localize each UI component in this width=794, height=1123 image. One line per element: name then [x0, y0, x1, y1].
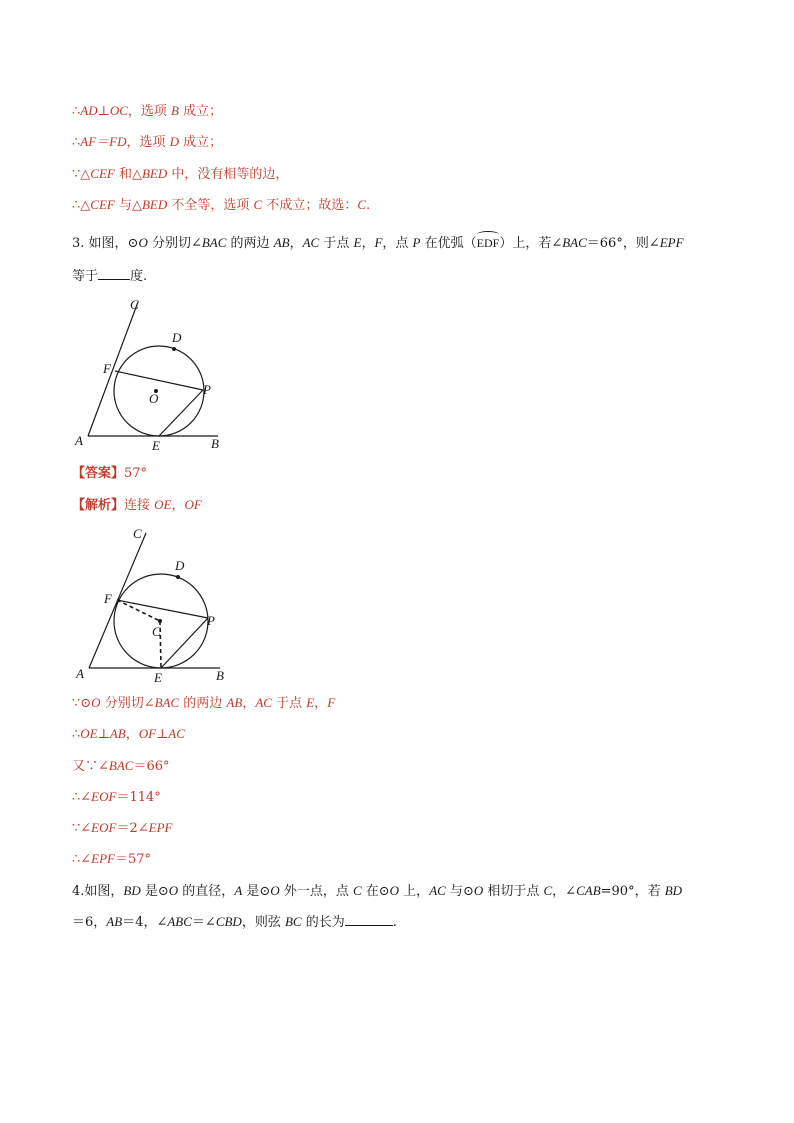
text: ＝4，∠ — [122, 915, 168, 930]
math-var: O — [270, 883, 280, 898]
step-3 — [72, 757, 170, 776]
text: ， — [242, 696, 256, 711]
math-var: BAC — [562, 235, 587, 250]
text: 成立； — [179, 104, 223, 119]
math-var: O — [168, 883, 179, 898]
math-expr: AD⊥OC — [80, 103, 128, 118]
label-a: A — [75, 433, 83, 448]
text: ，选项 — [126, 135, 170, 150]
text: ∴ — [72, 727, 81, 742]
math-var: EPF — [91, 851, 115, 866]
text: 中，没有相等的边， — [167, 167, 289, 182]
option-letter: D — [169, 134, 180, 149]
label-d: D — [172, 330, 182, 345]
option-letter: C — [253, 197, 263, 212]
math-var: BC — [284, 914, 302, 929]
label-c: C — [133, 526, 142, 541]
point-d — [176, 575, 180, 579]
point-d — [172, 347, 176, 351]
label-o: C — [152, 624, 161, 639]
text: ＝2∠ — [116, 821, 149, 836]
math-var: BAC — [108, 758, 134, 773]
text: ∴∠ — [72, 852, 92, 867]
answer-line — [72, 465, 147, 483]
text: 度. — [130, 269, 148, 284]
text: 与⊙ — [445, 884, 474, 899]
analysis-line — [72, 496, 202, 515]
text: 成立； — [179, 135, 223, 150]
chord-ep — [159, 390, 203, 436]
text: ）上，若∠ — [499, 236, 563, 251]
option-letter: C — [357, 197, 367, 212]
q4-line-1 — [72, 882, 682, 901]
math-var: AC — [429, 883, 446, 898]
answer-blank — [98, 267, 130, 280]
text: 的两边 — [179, 696, 227, 711]
math-var: P — [412, 235, 421, 250]
math-var: BD — [664, 883, 683, 898]
math-var: C — [543, 883, 553, 898]
therefore-symbol: ∴ — [72, 135, 81, 150]
answer-value: 57° — [124, 466, 148, 481]
text: ∵⊙ — [72, 696, 92, 711]
math-var: F — [327, 695, 336, 710]
q3-line-2 — [72, 267, 147, 286]
analysis-tag: 【解析】 — [72, 498, 125, 513]
question-number: 3. 如图，⊙ — [72, 236, 139, 251]
math-expr: CEF — [90, 197, 115, 212]
label-b: B — [211, 436, 219, 451]
math-var: OF — [184, 497, 202, 512]
figure-2 — [70, 522, 240, 687]
text: ＝66° — [133, 759, 170, 774]
circle-o — [114, 346, 204, 436]
math-var: ABC — [167, 914, 192, 929]
math-var: O — [138, 235, 148, 250]
text: ∴∠ — [72, 790, 92, 805]
text: ＝6， — [72, 915, 107, 930]
point-o — [158, 619, 162, 623]
math-var: BAC — [201, 235, 227, 250]
math-var: BAC — [154, 695, 180, 710]
because-symbol: ∵△ — [72, 167, 91, 182]
text: 于点 — [271, 696, 307, 711]
ray-ac — [88, 302, 138, 436]
math-var: O — [473, 883, 484, 898]
text: ，点 — [382, 236, 413, 251]
text: 不全等，选项 — [167, 198, 254, 213]
math-var: BD — [123, 883, 141, 898]
math-expr: BED — [141, 197, 168, 212]
text: 的两边 — [226, 236, 274, 251]
answer-blank — [345, 913, 393, 926]
text: 4.如图， — [72, 884, 124, 899]
text: 外一点，点 — [279, 884, 353, 899]
label-c: C — [130, 297, 139, 312]
step-4 — [72, 788, 161, 807]
text: . — [392, 915, 397, 930]
therefore-symbol: ∴△ — [72, 198, 91, 213]
text: ＝66°，则∠ — [586, 236, 660, 251]
label-a: A — [76, 666, 84, 681]
option-letter: B — [171, 103, 179, 118]
math-var: AB — [106, 914, 123, 929]
text: 等于 — [72, 269, 99, 284]
text: 又∵∠ — [72, 759, 109, 774]
q4-line-2 — [72, 913, 397, 932]
label-p: P — [203, 382, 211, 397]
step-2 — [72, 725, 185, 744]
text: 分别切∠ — [147, 236, 202, 251]
math-var: AC — [302, 235, 320, 250]
text: 连接 — [124, 498, 155, 513]
dashed-of — [117, 600, 160, 621]
text: ，则弦 — [241, 915, 285, 930]
chord-fp — [117, 600, 208, 618]
figure-1 — [70, 295, 230, 455]
math-var: E — [353, 235, 362, 250]
chord-fp — [115, 371, 203, 390]
prev-line-1 — [72, 102, 222, 121]
prev-line-3 — [72, 165, 288, 184]
step-6 — [72, 850, 151, 869]
text: ， — [125, 727, 139, 742]
label-p: P — [207, 613, 215, 628]
text: 是⊙ — [242, 884, 271, 899]
text: 相切于点 — [483, 884, 544, 899]
label-f: F — [104, 591, 112, 606]
text: ， — [171, 498, 185, 513]
text: ，∠ — [552, 884, 577, 899]
math-var: A — [234, 883, 243, 898]
text: 于点 — [319, 236, 354, 251]
text: 的直径， — [178, 884, 235, 899]
arc-edf: EDF — [476, 236, 500, 250]
label-e: E — [154, 670, 162, 685]
step-5 — [72, 819, 172, 838]
chord-ep — [161, 618, 208, 668]
text: 不成立；故选： — [262, 198, 358, 213]
math-var: EPF — [659, 235, 684, 250]
text: 是⊙ — [140, 884, 169, 899]
math-var: OE — [154, 497, 172, 512]
label-o: O — [149, 391, 159, 406]
text: ， — [289, 236, 303, 251]
text: ＝114° — [116, 790, 161, 805]
math-var: CAB — [576, 883, 601, 898]
text: ∵∠ — [72, 821, 92, 836]
label-b: B — [216, 668, 224, 683]
therefore-symbol: ∴ — [72, 104, 81, 119]
math-var: CBD — [215, 914, 242, 929]
text: 与△ — [114, 198, 142, 213]
math-var: F — [374, 235, 383, 250]
text: 在⊙ — [361, 884, 390, 899]
text: ， — [314, 696, 328, 711]
text: ，选项 — [127, 104, 172, 119]
text: ＝∠ — [191, 915, 216, 930]
math-expr: OE⊥AB — [80, 726, 126, 741]
text: 分别切∠ — [100, 696, 155, 711]
math-expr: AF＝FD — [80, 134, 127, 149]
text: 和△ — [114, 167, 142, 182]
math-var: EPF — [148, 820, 173, 835]
q3-line-1 — [72, 234, 684, 253]
text: 在优弧（ — [420, 236, 477, 251]
text: ， — [361, 236, 375, 251]
step-1 — [72, 694, 335, 713]
math-var: C — [352, 883, 362, 898]
math-var: AC — [255, 695, 272, 710]
text: . — [366, 198, 371, 213]
math-var: AB — [273, 235, 290, 250]
text: 的长为 — [301, 915, 345, 930]
text: =90°，若 — [600, 884, 665, 899]
label-f: F — [103, 361, 111, 376]
text: ＝57° — [115, 852, 152, 867]
label-e: E — [152, 438, 160, 453]
math-var: O — [91, 695, 101, 710]
math-var: AB — [226, 695, 243, 710]
math-var: EOF — [91, 789, 117, 804]
math-var: E — [306, 695, 315, 710]
math-expr: BED — [141, 166, 168, 181]
math-var: O — [389, 883, 400, 898]
math-expr: OF⊥AC — [138, 726, 185, 741]
answer-tag: 【答案】 — [72, 466, 125, 481]
prev-line-2 — [72, 133, 222, 152]
prev-line-4 — [72, 196, 370, 215]
math-var: EOF — [91, 820, 117, 835]
text: 上， — [399, 884, 430, 899]
math-expr: CEF — [90, 166, 115, 181]
label-d: D — [175, 558, 185, 573]
